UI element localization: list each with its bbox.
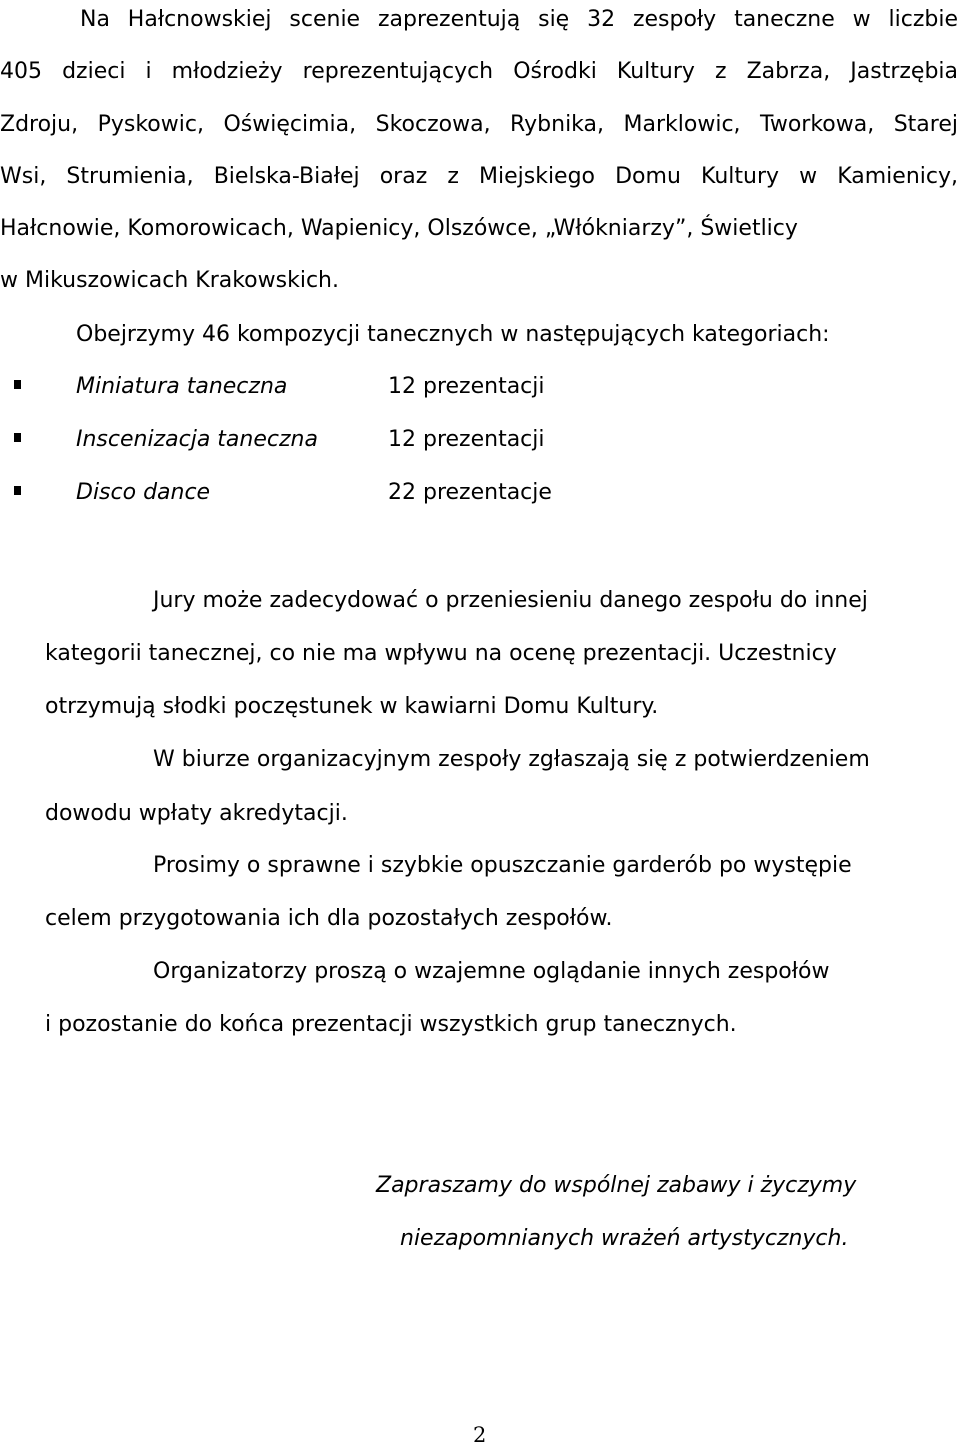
paragraph-line: celem przygotowania ich dla pozostałych zespołów. xyxy=(45,906,613,931)
category-count: 12 prezentacji xyxy=(388,374,545,399)
bullet-icon xyxy=(14,433,21,442)
intro-line: Zdroju, Pyskowic, Oświęcimia, Skoczowa, Rybnika, Marklowic, Tworkowa, Starej xyxy=(0,112,958,137)
paragraph-line: otrzymują słodki poczęstunek w kawiarni Domu Kultury. xyxy=(45,694,659,719)
paragraph-line: i pozostanie do końca prezentacji wszystkich grup tanecznych. xyxy=(45,1012,737,1037)
bullet-icon xyxy=(14,380,21,389)
intro-line: Wsi, Strumienia, Bielska-Białej oraz z Miejskiego Domu Kultury w Kamienicy, xyxy=(0,164,958,189)
paragraph-line: Jury może zadecydować o przeniesieniu danego zespołu do innej xyxy=(153,588,868,613)
page-number: 2 xyxy=(473,1423,487,1447)
category-name: Disco dance xyxy=(76,480,211,505)
paragraph-line: W biurze organizacyjnym zespoły zgłaszają się z potwierdzeniem xyxy=(153,747,870,772)
intro-line: 405 dzieci i młodzieży reprezentujących Ośrodki Kultury z Zabrza, Jastrzębia xyxy=(0,59,958,84)
paragraph-line: Prosimy o sprawne i szybkie opuszczanie garderób po występie xyxy=(153,853,852,878)
category-name: Inscenizacja taneczna xyxy=(76,427,318,452)
category-count: 12 prezentacji xyxy=(388,427,545,452)
intro-line: Na Hałcnowskiej scenie zaprezentują się 32 zespoły taneczne w liczbie xyxy=(80,7,958,32)
category-count: 22 prezentacje xyxy=(388,480,552,505)
categories-heading: Obejrzymy 46 kompozycji tanecznych w następujących kategoriach: xyxy=(76,322,830,347)
closing-line: Zapraszamy do wspólnej zabawy i życzymy xyxy=(376,1173,857,1198)
category-name: Miniatura taneczna xyxy=(76,374,288,399)
paragraph-line: kategorii tanecznej, co nie ma wpływu na ocenę prezentacji. Uczestnicy xyxy=(45,641,837,666)
paragraph-line: dowodu wpłaty akredytacji. xyxy=(45,801,348,826)
closing-line: niezapomnianych wrażeń artystycznych. xyxy=(400,1226,849,1251)
intro-line: w Mikuszowicach Krakowskich. xyxy=(0,268,339,293)
bullet-icon xyxy=(14,486,21,495)
intro-line: Hałcnowie, Komorowicach, Wapienicy, Olszówce, „Włókniarzy”, Świetlicy xyxy=(0,216,798,241)
paragraph-line: Organizatorzy proszą o wzajemne oglądanie innych zespołów xyxy=(153,959,830,984)
